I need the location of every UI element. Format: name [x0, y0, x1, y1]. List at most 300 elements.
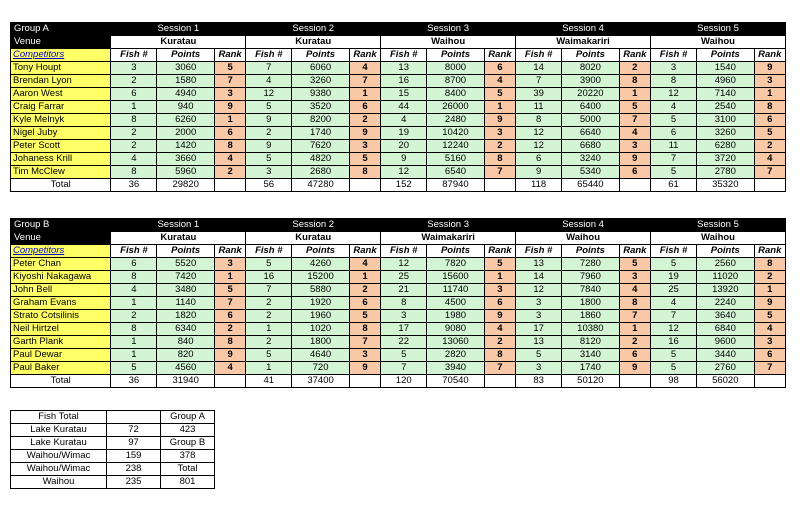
- points-cell: 4820: [292, 153, 350, 166]
- summary-cell: Waihou: [11, 476, 107, 489]
- competitor-row: [11, 284, 786, 297]
- rank-cell: 1: [349, 271, 380, 284]
- points-cell: 8700: [427, 75, 485, 88]
- points-cell: 6840: [697, 323, 755, 336]
- total-rank-cell: [754, 375, 785, 388]
- fish-count-cell: 1: [111, 297, 157, 310]
- points-column-header: Points: [157, 245, 215, 258]
- points-cell: 15200: [292, 271, 350, 284]
- competitor-name: Aaron West: [11, 88, 111, 101]
- fish-count-cell: 2: [246, 297, 292, 310]
- fish-count-cell: 17: [381, 323, 427, 336]
- points-cell: 2560: [697, 258, 755, 271]
- fish-count-cell: 9: [246, 140, 292, 153]
- rank-cell: 8: [349, 166, 380, 179]
- total-fish-cell: 152: [381, 179, 427, 192]
- rank-cell: 2: [619, 62, 650, 75]
- fish-count-cell: 6: [651, 127, 697, 140]
- session-venue: Waihou: [516, 232, 651, 245]
- rank-cell: 4: [349, 258, 380, 271]
- points-cell: 3940: [427, 362, 485, 375]
- rank-cell: 8: [214, 140, 245, 153]
- rank-cell: 7: [349, 336, 380, 349]
- rank-cell: 4: [484, 75, 515, 88]
- points-cell: 2000: [157, 127, 215, 140]
- total-fish-cell: 98: [651, 375, 697, 388]
- total-rank-cell: [349, 375, 380, 388]
- fish-count-cell: 11: [516, 101, 562, 114]
- rank-cell: 6: [214, 127, 245, 140]
- points-column-header: Points: [427, 245, 485, 258]
- points-cell: 4640: [292, 349, 350, 362]
- points-cell: 2680: [292, 166, 350, 179]
- competitor-name: Peter Scott: [11, 140, 111, 153]
- summary-cell: 235: [107, 476, 161, 489]
- points-cell: 2480: [427, 114, 485, 127]
- fish-count-cell: 25: [381, 271, 427, 284]
- points-cell: 1580: [157, 75, 215, 88]
- session-title: Session 3: [381, 219, 516, 232]
- rank-cell: 5: [619, 258, 650, 271]
- group-title: Group B: [11, 219, 111, 232]
- session-venue: Kuratau: [111, 232, 246, 245]
- fish-count-cell: 5: [246, 153, 292, 166]
- total-rank-cell: [619, 179, 650, 192]
- fish-count-cell: 9: [516, 166, 562, 179]
- fish-count-cell: 7: [381, 362, 427, 375]
- rank-cell: 8: [349, 323, 380, 336]
- points-cell: 5520: [157, 258, 215, 271]
- rank-cell: 5: [214, 284, 245, 297]
- fish-count-cell: 8: [516, 114, 562, 127]
- competitor-row: [11, 127, 786, 140]
- venue-label: Venue: [11, 36, 111, 49]
- points-cell: 2240: [697, 297, 755, 310]
- summary-cell: 72: [107, 424, 161, 437]
- rank-column-header: Rank: [484, 49, 515, 62]
- fish-total-summary-table: [10, 410, 215, 489]
- summary-cell: Group B: [161, 437, 215, 450]
- rank-cell: 9: [214, 101, 245, 114]
- rank-cell: 8: [484, 153, 515, 166]
- summary-cell: Lake Kuratau: [11, 437, 107, 450]
- rank-column-header: Rank: [349, 245, 380, 258]
- fish-count-cell: 8: [111, 114, 157, 127]
- competitor-name: Paul Dewar: [11, 349, 111, 362]
- fish-count-cell: 1: [111, 349, 157, 362]
- points-cell: 4560: [157, 362, 215, 375]
- fish-count-cell: 5: [381, 349, 427, 362]
- fish-count-cell: 5: [651, 166, 697, 179]
- points-cell: 3440: [697, 349, 755, 362]
- points-cell: 7960: [562, 271, 620, 284]
- rank-column-header: Rank: [214, 49, 245, 62]
- venue-label: Venue: [11, 232, 111, 245]
- points-cell: 1860: [562, 310, 620, 323]
- points-cell: 9080: [427, 323, 485, 336]
- fish-count-cell: 44: [381, 101, 427, 114]
- fish-count-cell: 3: [111, 62, 157, 75]
- points-column-header: Points: [697, 49, 755, 62]
- competitor-row: [11, 362, 786, 375]
- fish-count-cell: 12: [516, 127, 562, 140]
- fish-count-cell: 7: [651, 153, 697, 166]
- session-title: Session 5: [651, 23, 786, 36]
- competitor-row: [11, 297, 786, 310]
- points-cell: 4260: [292, 258, 350, 271]
- rank-cell: 4: [754, 153, 785, 166]
- fish-count-cell: 4: [651, 297, 697, 310]
- points-cell: 6340: [157, 323, 215, 336]
- competitor-row: [11, 114, 786, 127]
- points-cell: 2760: [697, 362, 755, 375]
- fish-count-cell: 12: [651, 323, 697, 336]
- competitor-row: [11, 140, 786, 153]
- rank-cell: 1: [214, 271, 245, 284]
- fish-count-cell: 1: [111, 101, 157, 114]
- competitor-row: [11, 62, 786, 75]
- rank-cell: 9: [349, 127, 380, 140]
- fish-count-cell: 2: [111, 75, 157, 88]
- fish-count-cell: 5: [246, 349, 292, 362]
- summary-row: [11, 463, 215, 476]
- rank-cell: 2: [484, 336, 515, 349]
- competitor-name: Graham Evans: [11, 297, 111, 310]
- session-venue: Waimakariri: [381, 232, 516, 245]
- rank-cell: 1: [754, 88, 785, 101]
- total-fish-cell: 36: [111, 179, 157, 192]
- fish-count-cell: 3: [246, 166, 292, 179]
- competitor-row: [11, 75, 786, 88]
- fish-column-header: Fish #: [516, 245, 562, 258]
- points-cell: 2780: [697, 166, 755, 179]
- rank-cell: 9: [349, 362, 380, 375]
- rank-cell: 2: [214, 166, 245, 179]
- rank-cell: 3: [214, 258, 245, 271]
- rank-cell: 1: [754, 284, 785, 297]
- session-venue: Kuratau: [246, 36, 381, 49]
- points-cell: 13060: [427, 336, 485, 349]
- competitor-name: Kiyoshi Nakagawa: [11, 271, 111, 284]
- fish-count-cell: 12: [651, 88, 697, 101]
- rank-cell: 8: [754, 258, 785, 271]
- points-cell: 7280: [562, 258, 620, 271]
- fish-count-cell: 8: [651, 75, 697, 88]
- points-cell: 1800: [562, 297, 620, 310]
- points-cell: 820: [157, 349, 215, 362]
- total-row: [11, 179, 786, 192]
- fish-count-cell: 5: [651, 362, 697, 375]
- fish-count-cell: 5: [111, 362, 157, 375]
- summary-row: [11, 424, 215, 437]
- fish-count-cell: 4: [651, 101, 697, 114]
- summary-cell: Waihou/Wimac: [11, 450, 107, 463]
- competitor-row: [11, 336, 786, 349]
- points-cell: 7820: [427, 258, 485, 271]
- total-fish-cell: 118: [516, 179, 562, 192]
- summary-cell: Waihou/Wimac: [11, 463, 107, 476]
- competitor-name: Peter Chan: [11, 258, 111, 271]
- points-cell: 6640: [562, 127, 620, 140]
- total-fish-cell: 36: [111, 375, 157, 388]
- rank-column-header: Rank: [754, 245, 785, 258]
- group-b-table: [10, 218, 786, 388]
- competitor-row: [11, 271, 786, 284]
- fish-count-cell: 16: [651, 336, 697, 349]
- fish-count-cell: 12: [381, 166, 427, 179]
- rank-cell: 1: [349, 88, 380, 101]
- competitor-name: Garth Plank: [11, 336, 111, 349]
- points-cell: 12240: [427, 140, 485, 153]
- summary-cell: 159: [107, 450, 161, 463]
- points-cell: 20220: [562, 88, 620, 101]
- competitor-row: [11, 88, 786, 101]
- rank-cell: 4: [484, 323, 515, 336]
- fish-count-cell: 39: [516, 88, 562, 101]
- fish-count-cell: 3: [516, 297, 562, 310]
- total-points-cell: 37400: [292, 375, 350, 388]
- column-header-row: [11, 245, 786, 258]
- points-cell: 4940: [157, 88, 215, 101]
- points-cell: 840: [157, 336, 215, 349]
- rank-cell: 6: [484, 62, 515, 75]
- points-cell: 26000: [427, 101, 485, 114]
- points-cell: 3640: [697, 310, 755, 323]
- rank-cell: 6: [349, 101, 380, 114]
- rank-cell: 3: [214, 88, 245, 101]
- fish-count-cell: 19: [651, 271, 697, 284]
- rank-cell: 6: [349, 297, 380, 310]
- rank-cell: 2: [484, 140, 515, 153]
- points-cell: 8400: [427, 88, 485, 101]
- rank-cell: 6: [214, 310, 245, 323]
- points-column-header: Points: [292, 49, 350, 62]
- total-points-cell: 87940: [427, 179, 485, 192]
- fish-count-cell: 1: [246, 323, 292, 336]
- points-cell: 2540: [697, 101, 755, 114]
- points-column-header: Points: [562, 49, 620, 62]
- rank-cell: 2: [349, 114, 380, 127]
- total-label: Total: [11, 179, 111, 192]
- competitor-row: [11, 258, 786, 271]
- competitor-name: Craig Farrar: [11, 101, 111, 114]
- fish-count-cell: 8: [381, 297, 427, 310]
- group-title: Group A: [11, 23, 111, 36]
- rank-cell: 3: [619, 140, 650, 153]
- fish-count-cell: 2: [246, 127, 292, 140]
- rank-cell: 3: [484, 127, 515, 140]
- rank-cell: 3: [349, 140, 380, 153]
- points-cell: 9600: [697, 336, 755, 349]
- rank-cell: 7: [754, 362, 785, 375]
- total-rank-cell: [214, 375, 245, 388]
- fish-column-header: Fish #: [381, 245, 427, 258]
- rank-cell: 3: [754, 75, 785, 88]
- fish-count-cell: 4: [111, 284, 157, 297]
- points-cell: 3060: [157, 62, 215, 75]
- points-cell: 5160: [427, 153, 485, 166]
- fish-count-cell: 16: [246, 271, 292, 284]
- rank-column-header: Rank: [619, 49, 650, 62]
- fish-count-cell: 12: [516, 140, 562, 153]
- fish-count-cell: 9: [246, 114, 292, 127]
- competitor-row: [11, 166, 786, 179]
- rank-cell: 1: [484, 101, 515, 114]
- fish-count-cell: 5: [651, 114, 697, 127]
- fish-count-cell: 12: [246, 88, 292, 101]
- rank-cell: 6: [619, 349, 650, 362]
- summary-row: [11, 411, 215, 424]
- points-cell: 8000: [427, 62, 485, 75]
- points-cell: 7840: [562, 284, 620, 297]
- competitor-name: Tim McClew: [11, 166, 111, 179]
- competitors-label: Competitors: [11, 245, 111, 258]
- summary-cell: Total: [161, 463, 215, 476]
- fish-count-cell: 3: [516, 362, 562, 375]
- total-rank-cell: [214, 179, 245, 192]
- summary-cell: 801: [161, 476, 215, 489]
- fish-count-cell: 5: [246, 258, 292, 271]
- fish-count-cell: 13: [381, 62, 427, 75]
- points-cell: 1980: [427, 310, 485, 323]
- column-header-row: [11, 49, 786, 62]
- competitor-row: [11, 323, 786, 336]
- fish-count-cell: 3: [651, 62, 697, 75]
- rank-cell: 1: [214, 114, 245, 127]
- rank-cell: 5: [484, 88, 515, 101]
- rank-cell: 1: [619, 323, 650, 336]
- rank-cell: 7: [349, 75, 380, 88]
- total-fish-cell: 120: [381, 375, 427, 388]
- rank-cell: 5: [619, 101, 650, 114]
- rank-cell: 2: [619, 336, 650, 349]
- total-rank-cell: [349, 179, 380, 192]
- group-a-table: [10, 22, 786, 192]
- rank-cell: 4: [754, 323, 785, 336]
- fish-count-cell: 3: [381, 310, 427, 323]
- fish-count-cell: 1: [246, 362, 292, 375]
- fish-count-cell: 25: [651, 284, 697, 297]
- summary-cell: Lake Kuratau: [11, 424, 107, 437]
- session-header-row: [11, 23, 786, 36]
- fish-count-cell: 7: [246, 62, 292, 75]
- points-cell: 1740: [562, 362, 620, 375]
- rank-cell: 5: [754, 310, 785, 323]
- competitor-name: Strato Cotsilinis: [11, 310, 111, 323]
- points-cell: 5960: [157, 166, 215, 179]
- fish-count-cell: 2: [246, 310, 292, 323]
- rank-cell: 9: [214, 349, 245, 362]
- rank-cell: 1: [619, 88, 650, 101]
- fish-count-cell: 8: [111, 166, 157, 179]
- rank-cell: 9: [754, 62, 785, 75]
- points-cell: 940: [157, 101, 215, 114]
- summary-row: [11, 437, 215, 450]
- points-cell: 5000: [562, 114, 620, 127]
- rank-column-header: Rank: [619, 245, 650, 258]
- points-cell: 4500: [427, 297, 485, 310]
- rank-column-header: Rank: [484, 245, 515, 258]
- points-cell: 6260: [157, 114, 215, 127]
- session-venue: Kuratau: [246, 232, 381, 245]
- fish-count-cell: 13: [516, 336, 562, 349]
- session-title: Session 4: [516, 219, 651, 232]
- points-column-header: Points: [292, 245, 350, 258]
- fish-count-cell: 5: [651, 258, 697, 271]
- rank-cell: 7: [484, 362, 515, 375]
- fish-count-cell: 4: [111, 153, 157, 166]
- total-rank-cell: [619, 375, 650, 388]
- rank-cell: 5: [214, 62, 245, 75]
- fish-count-cell: 9: [381, 153, 427, 166]
- points-cell: 1800: [292, 336, 350, 349]
- fish-count-cell: 6: [516, 153, 562, 166]
- fish-count-cell: 7: [246, 284, 292, 297]
- points-cell: 3260: [292, 75, 350, 88]
- fish-column-header: Fish #: [516, 49, 562, 62]
- fish-count-cell: 2: [111, 127, 157, 140]
- points-cell: 6280: [697, 140, 755, 153]
- points-cell: 6540: [427, 166, 485, 179]
- points-cell: 720: [292, 362, 350, 375]
- fish-count-cell: 12: [381, 258, 427, 271]
- competitor-name: John Bell: [11, 284, 111, 297]
- rank-cell: 9: [484, 310, 515, 323]
- fish-count-cell: 12: [516, 284, 562, 297]
- fish-count-cell: 5: [516, 349, 562, 362]
- total-fish-cell: 61: [651, 179, 697, 192]
- total-points-cell: 70540: [427, 375, 485, 388]
- fish-count-cell: 19: [381, 127, 427, 140]
- rank-cell: 8: [484, 349, 515, 362]
- points-column-header: Points: [697, 245, 755, 258]
- competitors-label: Competitors: [11, 49, 111, 62]
- fish-count-cell: 17: [516, 323, 562, 336]
- points-cell: 5340: [562, 166, 620, 179]
- rank-cell: 7: [214, 297, 245, 310]
- points-cell: 10420: [427, 127, 485, 140]
- session-venue: Waihou: [651, 232, 786, 245]
- rank-cell: 2: [214, 323, 245, 336]
- competitor-row: [11, 153, 786, 166]
- venue-header-row: [11, 232, 786, 245]
- points-cell: 7620: [292, 140, 350, 153]
- rank-cell: 9: [484, 114, 515, 127]
- points-cell: 3720: [697, 153, 755, 166]
- total-fish-cell: 41: [246, 375, 292, 388]
- fish-count-cell: 2: [246, 336, 292, 349]
- points-cell: 1820: [157, 310, 215, 323]
- rank-cell: 5: [349, 153, 380, 166]
- rank-cell: 7: [754, 166, 785, 179]
- competitor-row: [11, 310, 786, 323]
- competitor-name: Tony Houpt: [11, 62, 111, 75]
- total-points-cell: 47280: [292, 179, 350, 192]
- rank-cell: 7: [619, 310, 650, 323]
- session-title: Session 5: [651, 219, 786, 232]
- points-cell: 8120: [562, 336, 620, 349]
- points-cell: 3520: [292, 101, 350, 114]
- rank-cell: 9: [619, 362, 650, 375]
- summary-cell: [107, 411, 161, 424]
- rank-cell: 4: [214, 362, 245, 375]
- points-cell: 6680: [562, 140, 620, 153]
- fish-column-header: Fish #: [246, 245, 292, 258]
- points-cell: 3660: [157, 153, 215, 166]
- rank-cell: 9: [754, 297, 785, 310]
- fish-column-header: Fish #: [246, 49, 292, 62]
- rank-cell: 4: [619, 127, 650, 140]
